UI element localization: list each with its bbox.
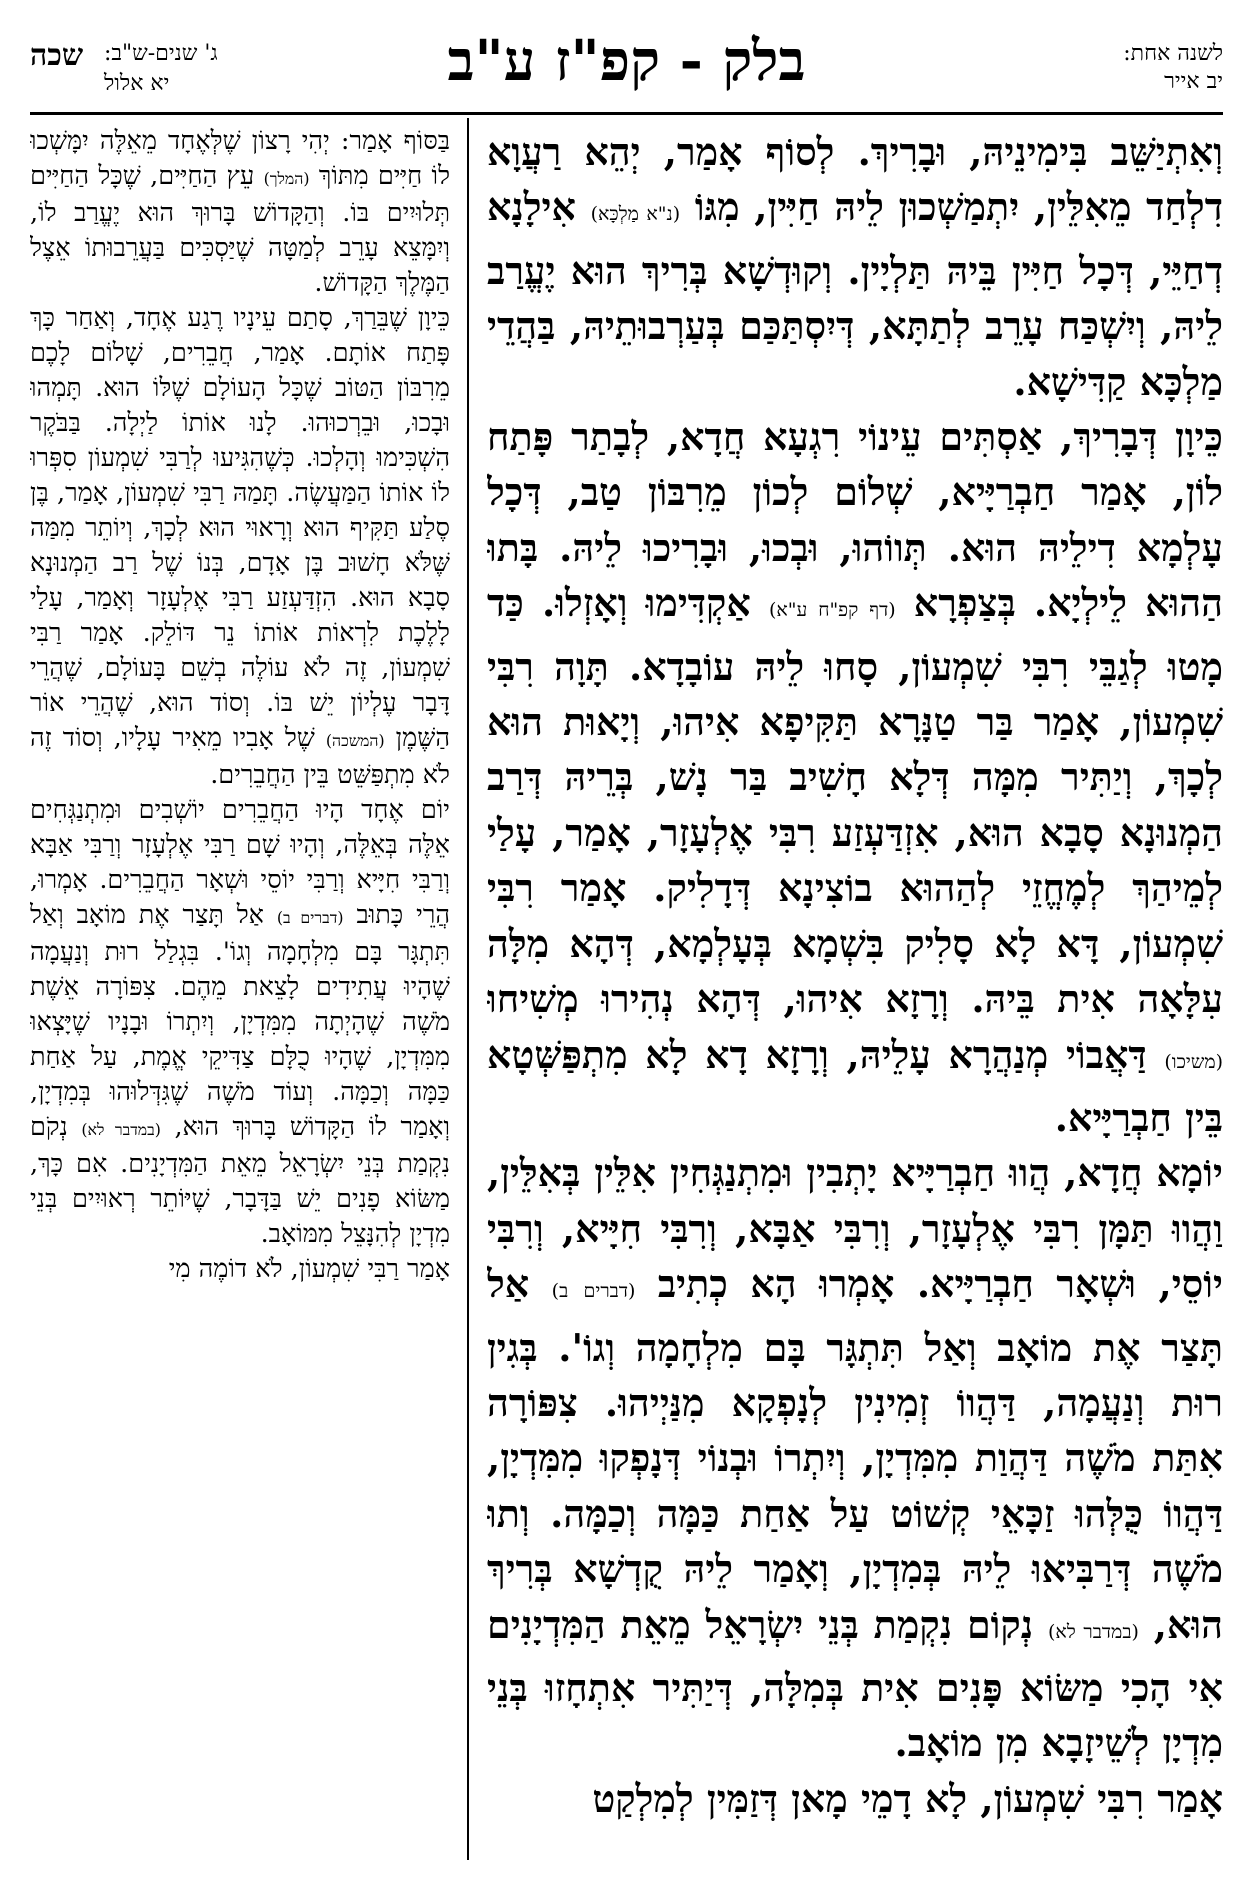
header-divider [30, 112, 1223, 115]
aramaic-paragraph: אָמַר רִבִּי שִׁמְעוֹן, לָא דָמֵי מָאן דְּזַמִּין לְמִלְקַט [592, 1775, 1223, 1821]
aramaic-paragraph: יוֹמָא חֲדָא, הֲווּ חַבְרַיָּיא יָתְבִין וּמִתְנַגְּחִין אִלֵּין בְּאִלֵּין, וַהֲווּ תַּמָּן רִבִּי אֶלְעָזָר, וְרִבִּי אַבָּא, וְרִבִּי חִיָּיא, וְרִבִּי יוֹסֵי, וּשְׁאָר חַבְרַיָּיא. אָמְרוּ הָא כְתִיב (דברים ב) אַל תָּצַר אֶת מוֹאָב וְאַל תִּתְגָּר בָּם מִלְחָמָה וְגוֹ'. בְּגִין רוּת וְנַעֲמָה, דַּהֲווֹ זְמִינִין לְנָפְקָא מִנַּיְיהוּ. צִפּוֹרָה אִתַּת מֹשֶׁה דַּהֲוַת מִמִּדְיָן, וְיִתְרוֹ וּבְנוֹי דְּנָפְקוּ מִמִּדְיָן, דַּהֲווֹ כֻּלְּהוּ זַכָּאֵי קְשׁוֹט עַל אַחַת כַּמָּה וְכַמָּה. וְתוּ מֹשֶׁה דְּרַבִּיאוּ לֵיהּ בְּמִדְיָן, וְאָמַר לֵיהּ קֻדְשָׁא בְּרִיךְ הוּא, (במדבר לא) נְקוֹם נִקְמַת בְּנֵי יִשְׂרָאֵל מֵאֵת הַמִּדְיָנִים אִי הָכִי מַשּׂוֹא פָּנִים אִית בְּמִלָּה, דְּיַתִּיר אִתְחָזוּ בְּנֵי מִדְיָן לְשֵׁיזָבָא מִן מוֹאָב. [487, 1150, 1223, 1766]
folio-reference: (דף קפ"ח ע"א) [768, 599, 896, 622]
variant-note: (המלך) [263, 169, 310, 188]
variant-note: (משיכו) [1164, 1050, 1223, 1073]
three-year-schedule-label: ג' שנים-ש"ב: [104, 41, 218, 66]
one-year-schedule-label: לשנה אחת: [1123, 41, 1223, 66]
verse-citation: (דברים ב) [551, 1280, 636, 1303]
hebrew-translation-column [30, 124, 450, 1860]
variant-note: (נ"א מַלְכָּא) [590, 203, 681, 226]
verse-citation: (במדבר לא) [1048, 1620, 1139, 1643]
page-number: שכה [30, 38, 84, 73]
aramaic-paragraph: וְאִתְיַשֵּׁב בִּימִינֵיהּ, וּבָרִיךְ. לְסוֹף אָמַר, יְהֵא רַעֲוָא דִלְחַד מֵאִלֵּין, יִתְמַשְׁכוּן לֵיהּ חַיִּין, מִגּוֹ (נ"א מַלְכָּא) אִילָנָא דְחַיֵּי, דְּכָל חַיִּין בֵּיהּ תַּלְיָין. וְקוּדְשָׁא בְּרִיךְ הוּא יֶעֱרַב לֵיהּ, וְיִשְׁכַּח עָרֵב לְתַתָּא, דְּיִסְתַּכַּם בְּעַרְבוּתֵיהּ, בַּהֲדֵי מַלְכָּא קַדִּישָׁא. [487, 129, 1223, 404]
aramaic-paragraph: כֵּיוָן דְּבָרִיךְ, אַסְתִּים עֵינוֹי רִגְעָא חֲדָא, לְבָתַר פָּתַח לוֹן, אָמַר חַבְרַיָּיא, שְׁלוֹם לְכוֹן מֵרִבּוֹן טַב, דְּכָל עָלְמָא דִילֵיהּ הוּא. תְּווֹהוּ, וּבְכוּ, וּבָרִיכוּ לֵיהּ. בָּתוּ הַהוּא לֵילְיָא. בְּצַפְרָא (דף קפ"ח ע"א) אַקְדִּימוּ וְאָזְלוּ. כַּד מָטוּ לְגַבֵּי רִבִּי שִׁמְעוֹן, סָחוּ לֵיהּ עוֹבָדָא. תָּוָה רִבִּי שִׁמְעוֹן, אָמַר בַּר טַנָּרָא תַּקִּיפָא אִיהוּ, וְיָאוּת הוּא לְכָךְ, וְיַתִּיר מִמָּה דְּלָא חָשִׁיב בַּר נָשׁ, בְּרֵיהּ דְּרַב הַמְנוּנָא סָבָא הוּא, אִזְדַּעְזַע רִבִּי אֶלְעָזָר, אָמַר, עָלַי לְמֵיהַךְ לְמֶחֱזֵי לְהַהוּא בוֹצִינָא דְּדָלִיק. אָמַר רִבִּי שִׁמְעוֹן, דָּא לָא סָלִיק בִּשְׁמָא בְּעָלְמָא, דְּהָא מִלָּה עִלָּאָה אִית בֵּיהּ. וְרָזָא אִיהוּ, דְּהָא נְהִירוּ מְשִׁיחוּ (משיכו) דַּאֲבוֹי מְנַהֲרָא עָלֵיהּ, וְרָזָא דָא לָא מִתְפַּשְּׁטָא בֵּין חַבְרַיָּיא. [487, 414, 1223, 1140]
three-year-schedule-date: יא אלול [104, 71, 170, 96]
hebrew-paragraph: יוֹם אֶחָד הָיוּ הַחֲבֵרִים יוֹשְׁבִים וּמִתְנַגְּחִים אֵלֶּה בְּאֵלֶּה, וְהָיוּ שָׁם רַבִּי אֶלְעָזָר וְרַבִּי אַבָּא וְרַבִּי חִיָּיא וְרַבִּי יוֹסֵי וּשְׁאָר הַחֲבֵרִים. אָמְרוּ, הֲרֵי כָּתוּב (דברים ב) אַל תָּצַר אֶת מוֹאָב וְאַל תִּתְגָּר בָּם מִלְחָמָה וְגוֹ'. בִּגְלַל רוּת וְנַעֲמָה שֶׁהָיוּ עֲתִידִים לָצֵאת מֵהֶם. צִפּוֹרָה אֵשֶׁת מֹשֶׁה שֶׁהָיְתָה מִמִּדְיָן, וְיִתְרוֹ וּבָנָיו שֶׁיָּצְאוּ מִמִּדְיָן, שֶׁהָיוּ כֻלָּם צַדִּיקֵי אֱמֶת, עַל אַחַת כַּמָּה וְכַמָּה. וְעוֹד מֹשֶׁה שֶׁגִּדְּלוּהוּ בְּמִדְיָן, וְאָמַר לוֹ הַקָּדוֹשׁ בָּרוּךְ הוּא, (במדבר לא) נְקֹם נִקְמַת בְּנֵי יִשְׂרָאֵל מֵאֵת הַמִּדְיָנִים. אִם כָּךְ, מַשּׂוֹא פָנִים יֵשׁ בַּדָּבָר, שֶׁיּוֹתֵר רְאוּיִים בְּנֵי מִדְיָן לְהִנָּצֵל מִמּוֹאָב. [30, 795, 450, 1249]
hebrew-paragraph: אָמַר רַבִּי שִׁמְעוֹן, לֹא דוֹמֶה מִי [168, 1254, 450, 1284]
page-header [30, 22, 1223, 114]
page-title: בלק - קפ"ז ע"ב [447, 28, 806, 94]
column-divider [467, 118, 469, 1860]
verse-citation: (דברים ב) [276, 908, 344, 927]
hebrew-paragraph: כֵּיוָן שֶׁבֵּרַךְ, סָתַם עֵינָיו רֶגַע אֶחָד, וְאַחַר כָּךְ פָּתַח אוֹתָם. אָמַר, חֲבֵרִים, שָׁלוֹם לָכֶם מֵרִבּוֹן הַטּוֹב שֶׁכָּל הָעוֹלָם שֶׁלּוֹ הוּא. תָּמְהוּ וּבָכוּ, וּבֵרְכוּהוּ. לָנוּ אוֹתוֹ לַיְלָה. בַּבֹּקֶר הִשְׁכִּימוּ וְהָלְכוּ. כְּשֶׁהִגִּיעוּ לְרַבִּי שִׁמְעוֹן סִפְּרוּ לוֹ אוֹתוֹ הַמַּעֲשֶׂה. תָּמַהּ רַבִּי שִׁמְעוֹן, אָמַר, בֶּן סֶלַע תַּקִּיף הוּא וְרָאוּי הוּא לְכָךְ, וְיוֹתֵר מִמַּה שֶּׁלֹּא חָשׁוּב בֶּן אָדָם, בְּנוֹ שֶׁל רַב הַמְנוּנָא סָבָא הוּא. הִזְדַּעְזַע רַבִּי אֶלְעָזָר וְאָמַר, עָלַי לָלֶכֶת לִרְאוֹת אוֹתוֹ נֵר דּוֹלֵק. אָמַר רַבִּי שִׁמְעוֹן, זֶה לֹא עוֹלֶה בְשֵׁם בָּעוֹלָם, שֶׁהֲרֵי דָּבָר עֶלְיוֹן יֵשׁ בּוֹ. וְסוֹד הוּא, שֶׁהֲרֵי אוֹר הַשֶּׁמֶן (המשכה) שֶׁל אָבִיו מֵאִיר עָלָיו, וְסוֹד זֶה לֹא מִתְפַּשֵּׁט בֵּין הַחֲבֵרִים. [30, 303, 450, 790]
variant-note: (המשכה) [325, 731, 385, 750]
aramaic-column [487, 124, 1223, 1860]
one-year-schedule-date: יב אייר [1164, 69, 1223, 94]
verse-citation: (במדבר לא) [81, 1120, 161, 1139]
hebrew-paragraph: בַּסּוֹף אָמַר: יְהִי רָצוֹן שֶׁלְּאֶחָד מֵאֵלֶּה יִמָּשְׁכוּ לוֹ חַיִּים מִתּוֹךְ (המלך) עֵץ הַחַיִּים, שֶׁכָּל הַחַיִּים תְּלוּיִים בּוֹ. וְהַקָּדוֹשׁ בָּרוּךְ הוּא יֶעֱרַב לוֹ, וְיִמָּצֵא עָרֵב לְמַטָּה שֶׁיַּסְכִּים בַּעֲרֵבוּתוֹ אֵצֶל הַמֶּלֶךְ הַקָּדוֹשׁ. [30, 126, 450, 298]
